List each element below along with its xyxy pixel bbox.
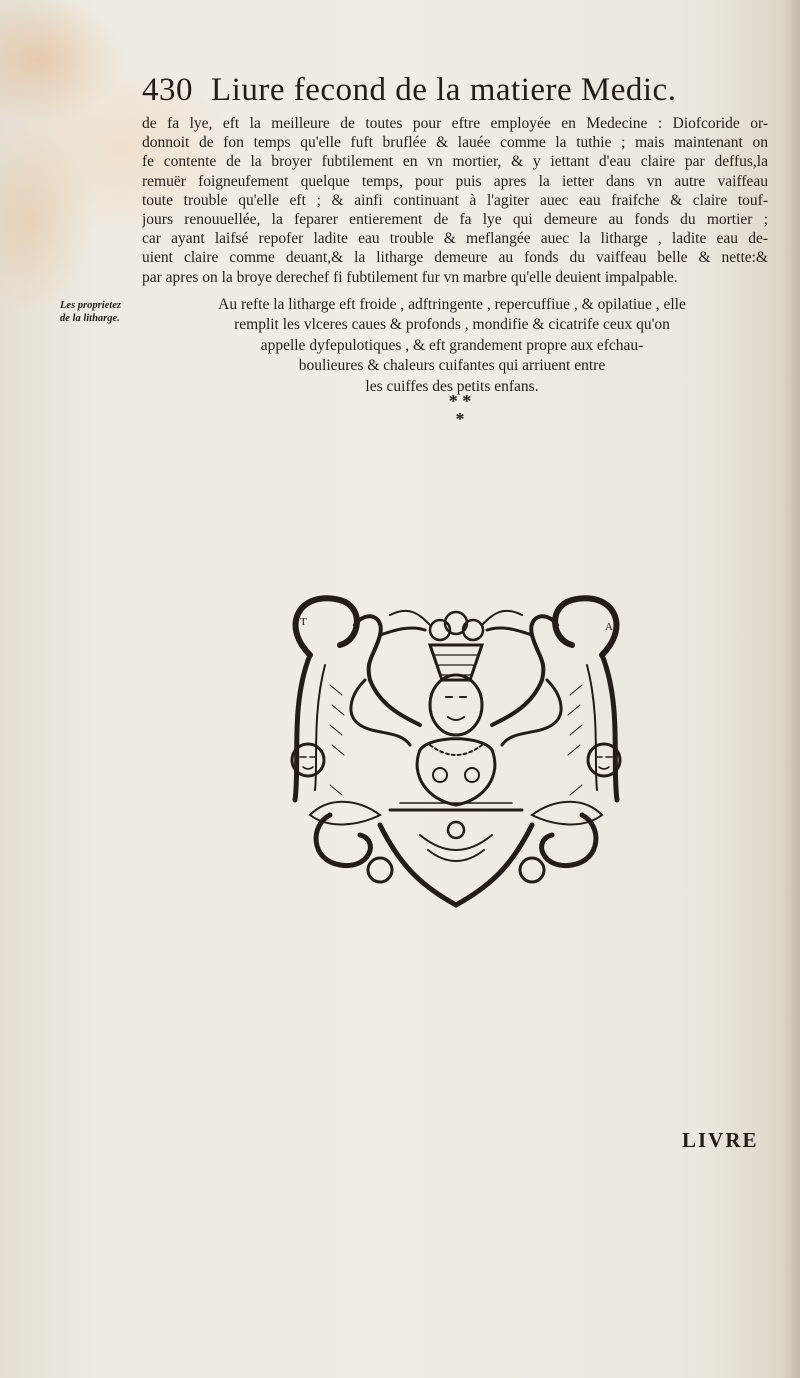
ornament-letter-left: T [300, 616, 307, 628]
text-line: donnoit de fon temps qu'elle fuft bruflée & lauée comme la tuthie ; mais maintenant on [142, 134, 768, 152]
text-line: appelle dyfepulotiques , & eft grandement propre aux efchau- [260, 336, 644, 354]
ornament-letter-right: A [605, 621, 613, 633]
running-title: Liure fecond de la matiere Medic. [211, 72, 677, 108]
text-line: car ayant laifsé repofer ladite eau trouble & meflangée auec la litharge , ladite eau de- [142, 230, 768, 248]
tapered-paragraph [142, 295, 762, 397]
text-line: toute trouble qu'elle eft ; & ainfi continuant à l'agiter auec eau fraifche & claire touf- [142, 191, 768, 209]
text-line: remuër foigneufement quelque temps, pour puis apres la ietter dans vn autre vaiffeau [142, 172, 768, 190]
margin-note [60, 299, 144, 325]
running-header [142, 68, 722, 112]
catchword: LIVRE [682, 1128, 759, 1152]
margin-note-line: Les proprietez [60, 300, 121, 311]
text-line: boulieures & chaleurs cuifantes qui arriuent entre [298, 357, 606, 375]
text-line: uient claire comme deuant,& la litharge demeure au fonds du vaiffeau belle & nette:& [142, 249, 768, 267]
text-line: fe contente de la broyer fubtilement en vn mortier, & y iettant d'eau claire par deffus,la [142, 153, 768, 171]
text-line: Au refte la litharge eft froide , adftringente , repercuffiue , & opilatiue , elle [218, 296, 686, 313]
asterism-row: * * [448, 391, 472, 411]
asterism-row: * [455, 409, 465, 429]
text-line: par apres on la broye derechef fi fubtilement fur vn marbre qu'elle deuient impalpable. [142, 268, 678, 286]
woodcut-ornament [270, 585, 642, 913]
asterism [420, 392, 500, 428]
margin-note-line: de la litharge. [60, 313, 120, 324]
text-line: de fa lye, eft la meilleure de toutes pour eftre employée en Medecine : Diofcoride or- [142, 115, 768, 132]
text-line: les cuiffes des petits enfans. [365, 377, 539, 395]
main-text-block [142, 114, 768, 287]
text-line: jours renouuellée, la feparer entierement de fa lye qui demeure au fonds du mortier ; [142, 210, 768, 228]
page-number: 430 [142, 72, 193, 108]
text-line: remplit les vlceres caues & profonds , mondifie & cicatrife ceux qu'on [234, 316, 670, 334]
